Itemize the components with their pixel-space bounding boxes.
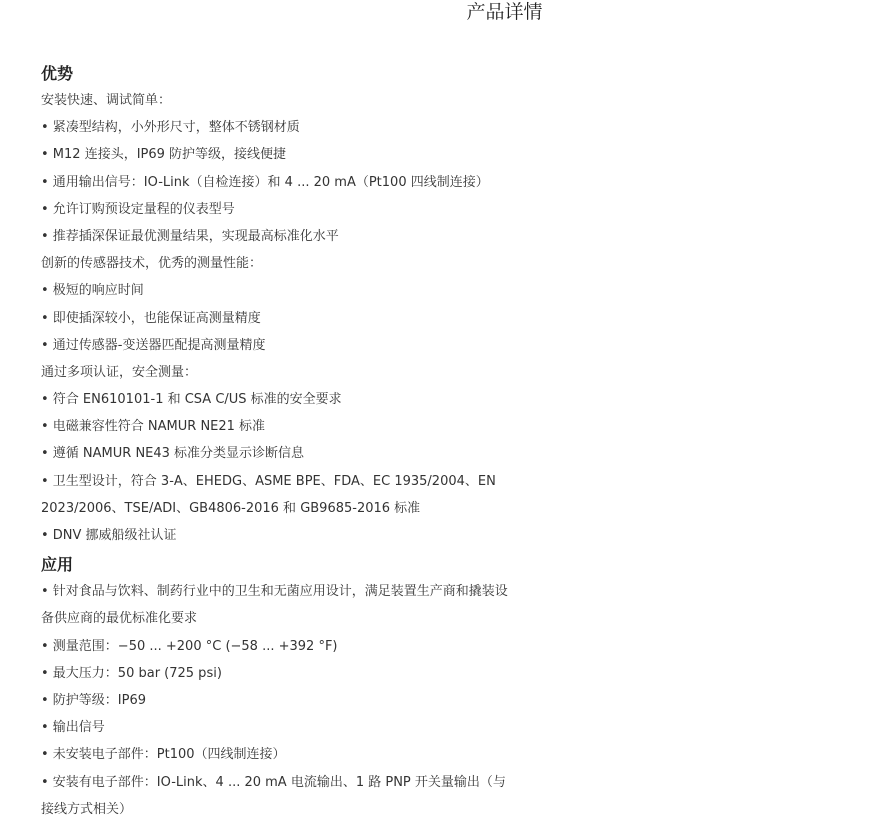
benefits-line: • M12 连接头，IP69 防护等级，接线便捷 — [41, 147, 287, 163]
applications-line: • 最大压力：50 bar (725 psi) — [41, 665, 222, 681]
applications-line: • 安装有电子部件：IO-Link、4 ... 20 mA 电流输出、1 路 PNP 开关量输出（与 — [41, 774, 506, 790]
benefits-line: • 推荐插深保证最优测量结果，实现最高标准化水平 — [41, 228, 339, 244]
benefits-line: • 即使插深较小，也能保证高测量精度 — [41, 310, 261, 326]
page-title: 产品详情 — [466, 1, 543, 23]
applications-line: • 针对食品与饮料、制药行业中的卫生和无菌应用设计，满足装置生产商和撬装设 — [41, 584, 508, 600]
product-details-content — [41, 60, 541, 823]
benefits-line: • 通过传感器-变送器匹配提高测量精度 — [41, 337, 266, 353]
applications-line: • 输出信号 — [41, 720, 105, 736]
benefits-line: • 极短的响应时间 — [41, 283, 144, 299]
applications-line: 接线方式相关） — [41, 801, 133, 817]
benefits-heading: 优势 — [41, 64, 74, 83]
applications-line: • 防护等级：IP69 — [41, 692, 147, 708]
benefits-line: 2023/2006、TSE/ADI、GB4806-2016 和 GB9685-2016 标准 — [41, 500, 421, 516]
benefits-line: • 电磁兼容性符合 NAMUR NE21 标准 — [41, 419, 266, 435]
benefits-line: • DNV 挪威船级社认证 — [41, 528, 177, 543]
benefits-line: • 紧凑型结构，小外形尺寸，整体不锈钢材质 — [41, 120, 300, 136]
applications-heading: 应用 — [41, 555, 74, 575]
benefits-line: • 允许订购预设定量程的仪表型号 — [41, 201, 235, 217]
benefits-line: 创新的传感器技术，优秀的测量性能： — [41, 256, 263, 272]
benefits-line: • 遵循 NAMUR NE43 标准分类显示诊断信息 — [41, 446, 305, 462]
benefits-line: • 卫生型设计，符合 3-A、EHEDG、ASME BPE、FDA、EC 1935/2004、EN — [41, 473, 496, 489]
applications-list — [41, 578, 541, 823]
benefits-list — [41, 87, 541, 549]
benefits-line: • 通用输出信号：IO-Link（自检连接）和 4 ... 20 mA（Pt100 四线制连接） — [41, 174, 489, 190]
benefits-line: • 符合 EN610101-1 和 CSA C/US 标准的安全要求 — [41, 392, 342, 408]
applications-line: • 未安装电子部件：Pt100（四线制连接） — [41, 747, 286, 763]
applications-line: 备供应商的最优标准化要求 — [41, 611, 198, 627]
benefits-line: 安装快速、调试简单： — [41, 93, 172, 108]
benefits-line: 通过多项认证，安全测量： — [41, 364, 198, 380]
applications-line: • 测量范围：−50 ... +200 °C (−58 ... +392 °F) — [41, 638, 338, 654]
